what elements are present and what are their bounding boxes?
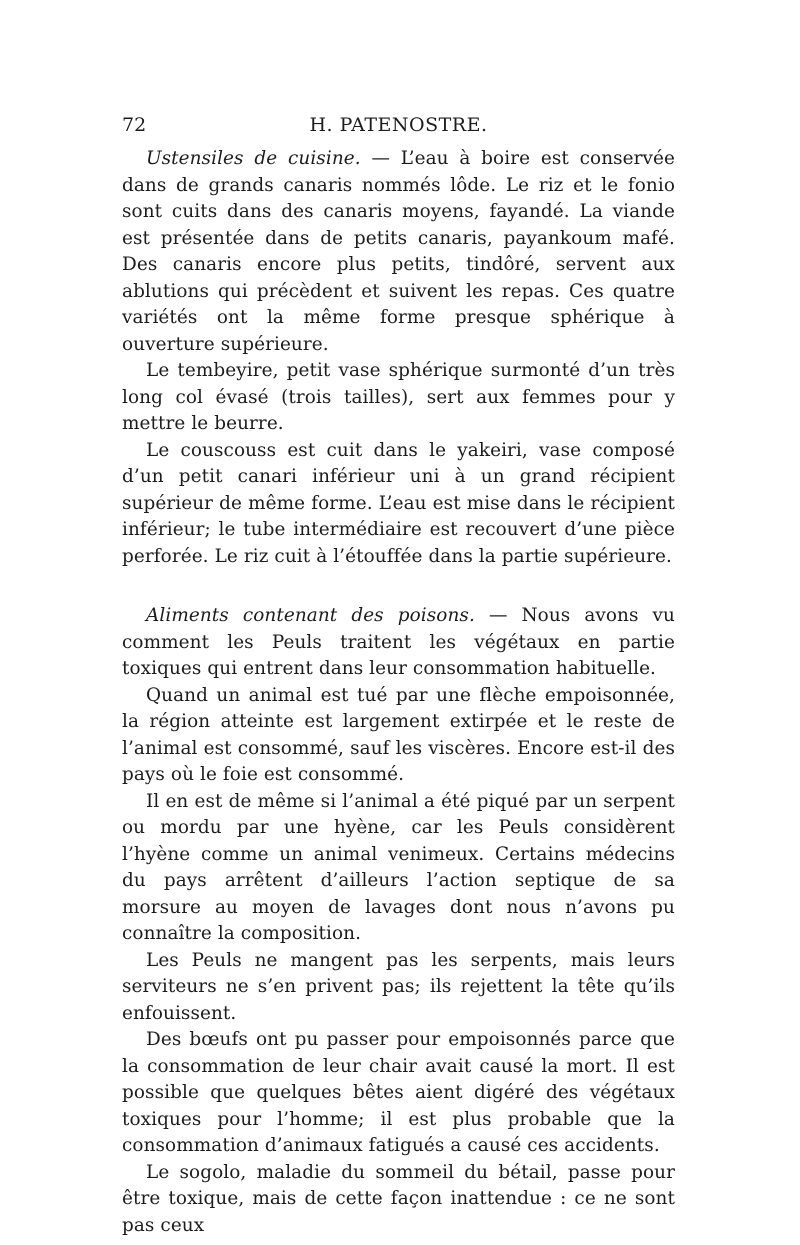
- paragraph: Les Peuls ne mangent pas les serpents, mais leurs serviteurs ne s’en privent pas; ils rejettent la tête qu’ils enfouissent.: [122, 949, 675, 1024]
- page-header: [122, 104, 675, 136]
- section-ustensiles: [122, 146, 675, 570]
- running-title: H. PATENOSTRE.: [309, 114, 488, 136]
- paragraph: [122, 603, 675, 683]
- paragraph: Il en est de même si l’animal a été piqué par un serpent ou mordu par une hyène, car les Peuls considèrent l’hyène comme un animal venimeux. Certains médecins du pays arrêtent d’ailleurs l’action septique de sa morsure au moyen de lavages dont nous n’avons pu connaître la composition.: [122, 790, 675, 944]
- paragraph: Quand un animal est tué par une flèche empoisonnée, la région atteinte est largement extirpée et le reste de l’animal est consommé, sauf les viscères. Encore est-il des pays où le foie est consommé.: [122, 684, 675, 785]
- body-text: [122, 146, 675, 1239]
- paragraph-text: — L’eau à boire est conservée dans de grands canaris nommés lôde. Le riz et le fonio sont cuits dans des canaris moyens, fayandé. La viande est présentée dans de petits canaris, payankoum mafé. Des canaris encore plus petits, tindôré, servent aux ablutions qui précèdent et suivent les repas. Ces quatre variétés ont la même forme presque sphérique à ouverture supérieure.: [122, 148, 676, 355]
- paragraph: Le sogolo, maladie du sommeil du bétail, passe pour être toxique, mais de cette façon inattendue : ce ne sont pas ceux: [122, 1161, 675, 1236]
- section-lead: Aliments contenant des poisons.: [146, 605, 475, 626]
- paragraph: Des bœufs ont pu passer pour empoisonnés parce que la consommation de leur chair avait causé la mort. Il est possible que quelques bêtes aient digéré des végétaux toxiques pour l’homme; il est plus probable que la consommation d’animaux fatigués a causé ces accidents.: [122, 1029, 675, 1156]
- section-lead: Ustensiles de cuisine.: [146, 148, 361, 169]
- paragraph-text: — Nous avons vu comment les Peuls traitent les végétaux en partie toxiques qui entrent dans leur consommation habituelle.: [122, 605, 675, 679]
- paragraph: Le tembeyire, petit vase sphérique surmonté d’un très long col évasé (trois tailles), sert aux femmes pour y mettre le beurre.: [122, 360, 675, 434]
- section-aliments: [122, 603, 675, 1239]
- paragraph: [122, 146, 675, 358]
- page-number: 72: [122, 114, 147, 136]
- paragraph: Le couscouss est cuit dans le yakeiri, vase composé d’un petit canari inférieur uni à un grand récipient supérieur de même forme. L’eau est mise dans le récipient inférieur; le tube intermédiaire est recouvert d’une pièce perforée. Le riz cuit à l’étouffée dans la partie supérieure.: [122, 439, 675, 567]
